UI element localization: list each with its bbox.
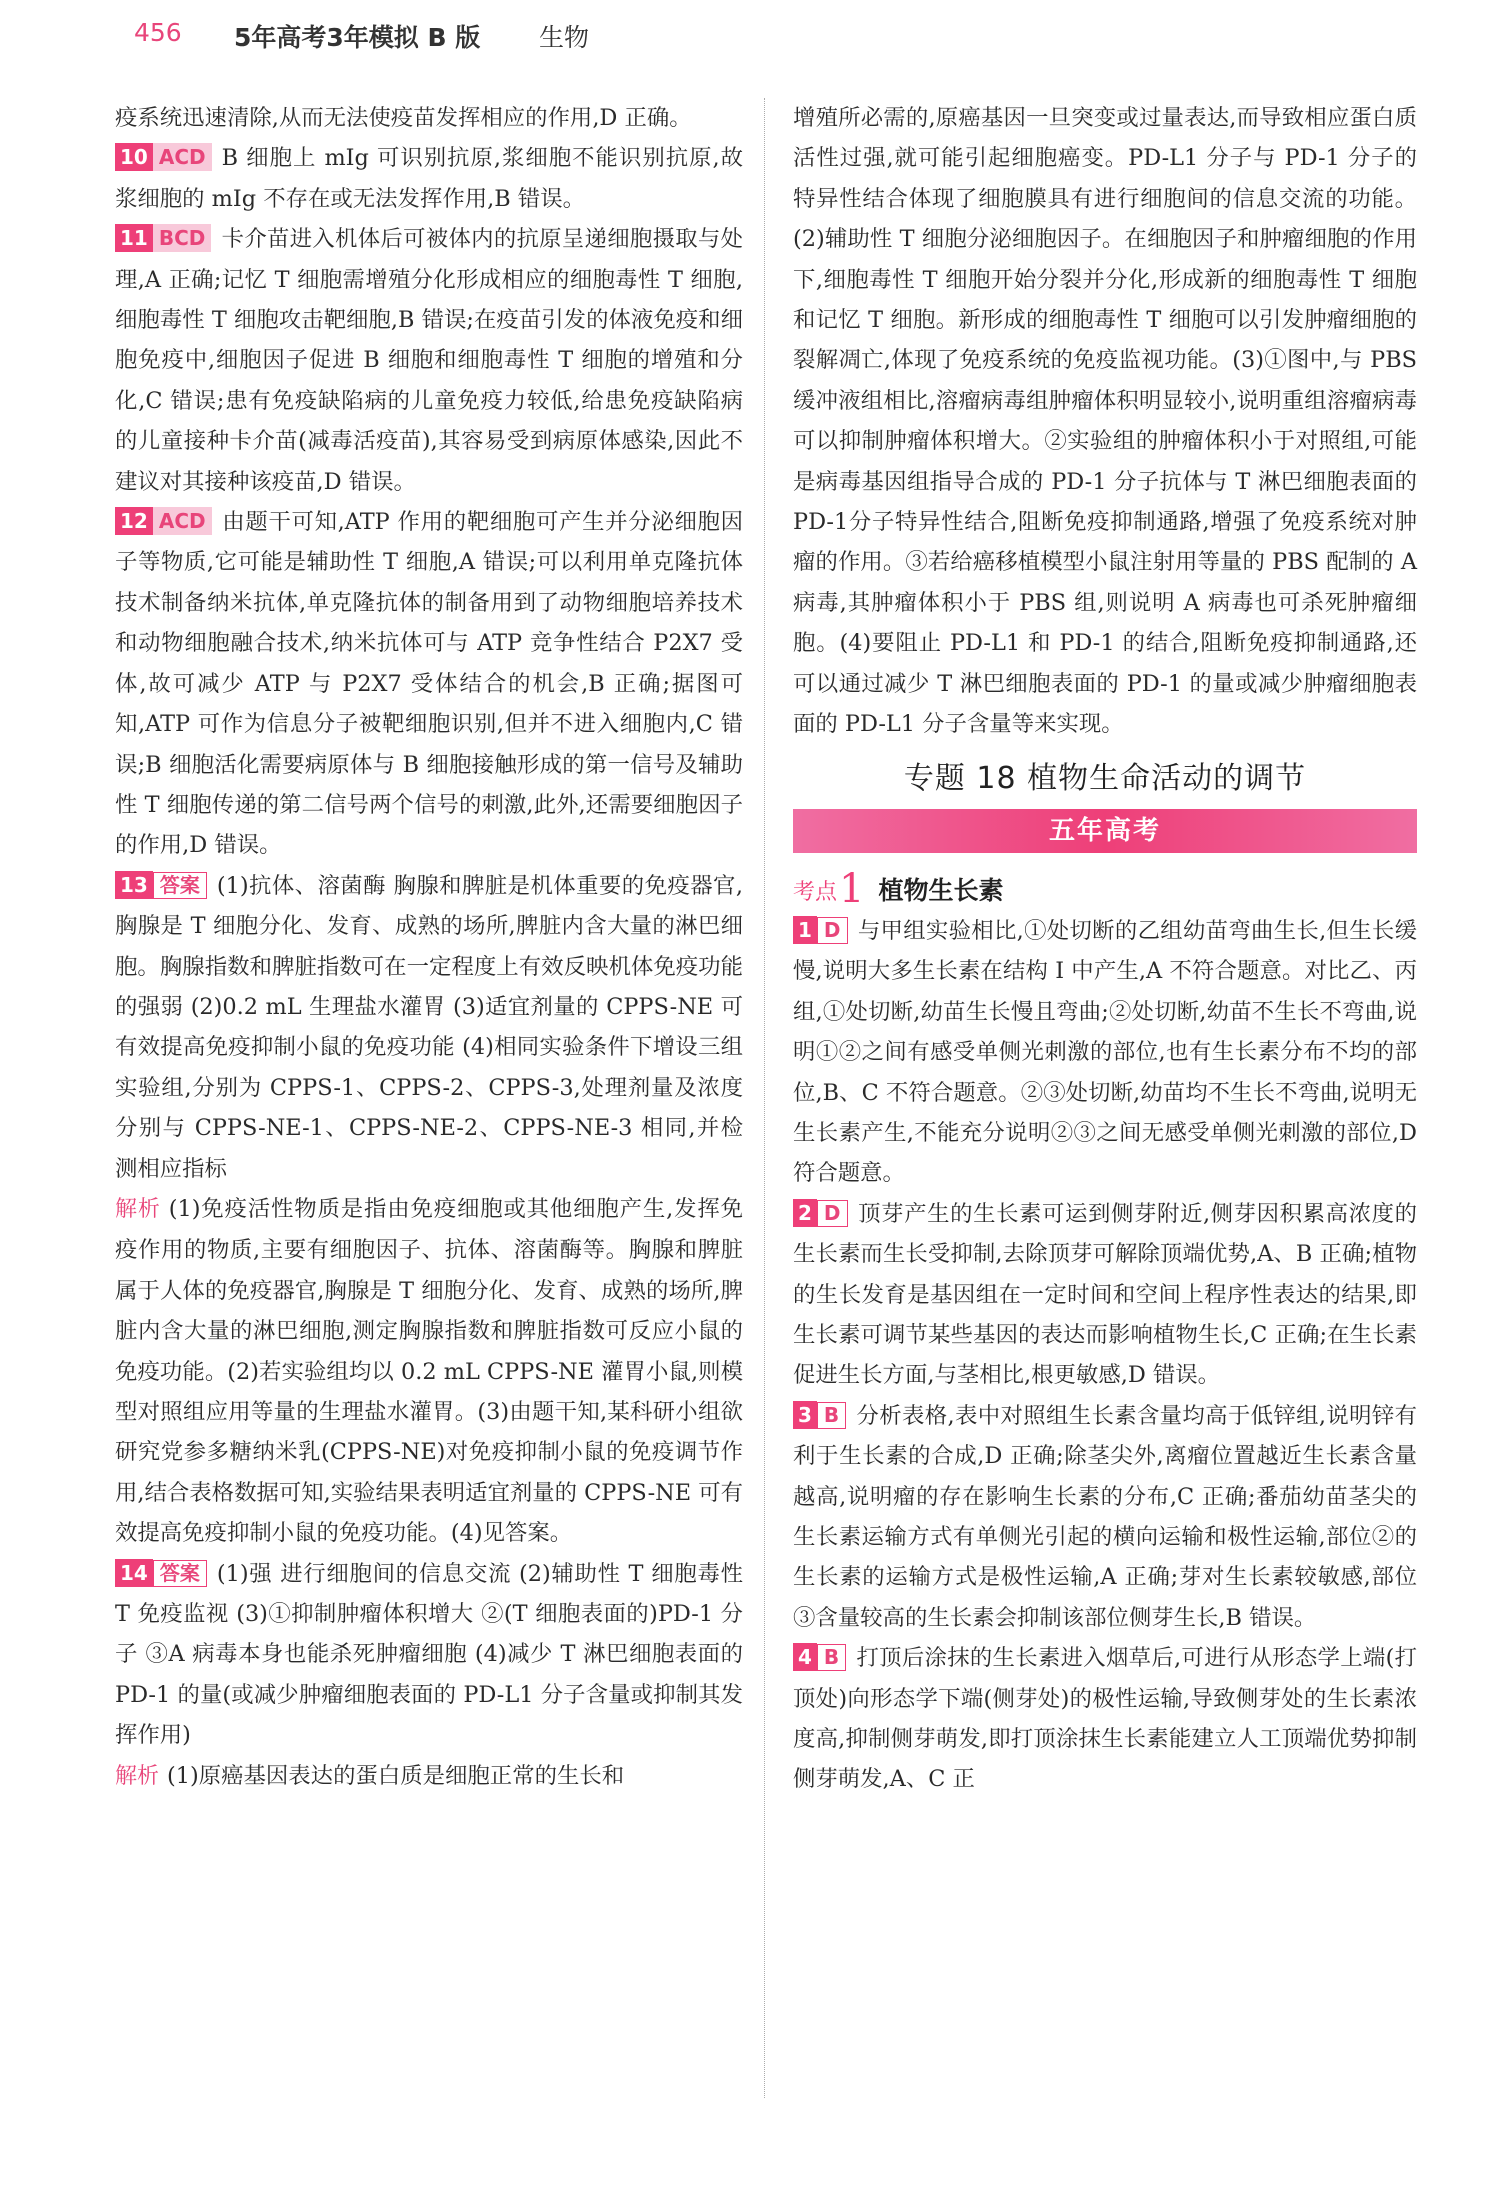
answer-key: D bbox=[817, 1200, 848, 1227]
page-header bbox=[0, 0, 1510, 80]
kaodian-label: 考点 bbox=[793, 879, 838, 905]
question-number: 10 bbox=[115, 143, 153, 171]
question-number: 1 bbox=[793, 916, 817, 944]
answer-item-4 bbox=[793, 1638, 1417, 1800]
answer-label: 答案 bbox=[153, 1560, 207, 1587]
column-divider bbox=[764, 98, 765, 2098]
answer-label: 答案 bbox=[153, 872, 207, 899]
analysis-label: 解析 bbox=[115, 1763, 160, 1789]
kaodian-title: 植物生长素 bbox=[878, 875, 1004, 905]
answer-tag bbox=[115, 143, 212, 171]
question-number: 4 bbox=[793, 1643, 817, 1671]
left-column bbox=[115, 98, 743, 1797]
answer-item-3 bbox=[793, 1396, 1417, 1638]
subject-label: 生物 bbox=[539, 23, 590, 52]
answer-tag bbox=[115, 1559, 207, 1587]
answer-item-13 bbox=[115, 866, 743, 1189]
answer-item-10 bbox=[115, 138, 743, 219]
question-number: 11 bbox=[115, 224, 153, 252]
answer-key: B bbox=[817, 1644, 846, 1671]
kaodian-number: 1 bbox=[839, 865, 865, 912]
answer-text: (1)抗体、溶菌酶 胸腺和脾脏是机体重要的免疫器官,胸腺是 T 细胞分化、发育、成熟的场所,脾脏内含大量的淋巴细胞。胸腺指数和脾脏指数可在一定程度上有效反映机体免疫功能的强弱 (2)0.2 mL 生理盐水灌胃 (3)适宜剂量的 CPPS-NE 可有效提高免疫抑制小鼠的免疫功能 (4)相同实验条件下增设三组实验组,分别为 CPPS-1、CPPS-2、CPPS-3,处理剂量及浓度分别与 CPPS-NE-1、CPPS-NE-2、CPPS-NE-3 相同,并检测相应指标 bbox=[115, 872, 743, 1182]
answer-key: B bbox=[817, 1402, 846, 1429]
question-number: 13 bbox=[115, 871, 153, 899]
question-number: 14 bbox=[115, 1559, 153, 1587]
answer-key: BCD bbox=[153, 224, 212, 252]
explanation-text: B 细胞上 mIg 可识别抗原,浆细胞不能识别抗原,故浆细胞的 mIg 不存在或无法发挥作用,B 错误。 bbox=[115, 145, 743, 212]
explanation-text: 卡介苗进入机体后可被体内的抗原呈递细胞摄取与处理,A 正确;记忆 T 细胞需增殖分化形成相应的细胞毒性 T 细胞,细胞毒性 T 细胞攻击靶细胞,B 错误;在疫苗引发的体液免疫和细胞免疫中,细胞因子促进 B 细胞和细胞毒性 T 细胞的增殖和分化,C 错误;患有免疫缺陷病的儿童免疫力较低,给患免疫缺陷病的儿童接种卡介苗(减毒活疫苗),其容易受到病原体感染,因此不建议对其接种该疫苗,D 错误。 bbox=[115, 226, 743, 495]
paragraph: 疫系统迅速清除,从而无法使疫苗发挥相应的作用,D 正确。 bbox=[115, 105, 692, 131]
answer-item-14 bbox=[115, 1554, 743, 1756]
answer-key: ACD bbox=[153, 143, 212, 171]
answer-key: ACD bbox=[153, 507, 212, 535]
answer-tag bbox=[793, 916, 848, 944]
answer-item-11 bbox=[115, 219, 743, 502]
answer-tag bbox=[115, 871, 207, 899]
analysis-13 bbox=[115, 1189, 743, 1554]
topic-title: 专题 18 植物生命活动的调节 bbox=[903, 760, 1307, 796]
answer-item-1 bbox=[793, 911, 1417, 1194]
analysis-label: 解析 bbox=[115, 1196, 161, 1222]
question-number: 3 bbox=[793, 1401, 817, 1429]
section-banner: 五年高考 bbox=[793, 809, 1417, 853]
answer-key: D bbox=[817, 917, 848, 944]
answer-tag bbox=[115, 224, 211, 252]
right-column bbox=[793, 98, 1417, 1800]
answer-item-12 bbox=[115, 502, 743, 866]
answer-tag bbox=[793, 1643, 846, 1671]
page-number: 456 bbox=[134, 18, 182, 47]
explanation-text: 与甲组实验相比,①处切断的乙组幼苗弯曲生长,但生长缓慢,说明大多生长素在结构 I 中产生,A 不符合题意。对比乙、丙组,①处切断,幼苗生长慢且弯曲;②处切断,幼苗不生长不弯曲,说明①②之间有感受单侧光刺激的部位,也有生长素分布不均的部位,B、C 不符合题意。②③处切断,幼苗均不生长不弯曲,说明无生长素产生,不能充分说明②③之间无感受单侧光刺激的部位,D 符合题意。 bbox=[793, 917, 1417, 1187]
explanation-text: 顶芽产生的生长素可运到侧芽附近,侧芽因积累高浓度的生长素而生长受抑制,去除顶芽可解除顶端优势,A、B 正确;植物的生长发育是基因组在一定时间和空间上程序性表达的结果,即生长素可调节某些基因的表达而影响植物生长,C 正确;在生长素促进生长方面,与茎相比,根更敏感,D 错误。 bbox=[793, 1200, 1417, 1389]
answer-tag bbox=[793, 1199, 848, 1227]
analysis-text: (1)原癌基因表达的蛋白质是细胞正常的生长和 bbox=[167, 1762, 625, 1789]
answer-tag bbox=[115, 507, 212, 535]
answer-text: (1)强 进行细胞间的信息交流 (2)辅助性 T 细胞毒性 T 免疫监视 (3)①抑制肿瘤体积增大 ②(T 细胞表面的)PD-1 分子 ③A 病毒本身也能杀死肿瘤细胞 (4)减少 T 淋巴细胞表面的 PD-1 的量(或减少肿瘤细胞表面的 PD-L1 分子含量或抑制其发挥作用) bbox=[115, 1560, 743, 1749]
explanation-text: 由题干可知,ATP 作用的靶细胞可产生并分泌细胞因子等物质,它可能是辅助性 T 细胞,A 错误;可以利用单克隆抗体技术制备纳米抗体,单克隆抗体的制备用到了动物细胞培养技术和动物细胞融合技术,纳米抗体可与 ATP 竞争性结合 P2X7 受体,故可减少 ATP 与 P2X7 受体结合的机会,B 正确;据图可知,ATP 可作为信息分子被靶细胞识别,但并不进入细胞内,C 错误;B 细胞活化需要病原体与 B 细胞接触形成的第一信号及辅助性 T 细胞传递的第二信号两个信号的刺激,此外,还需要细胞因子的作用,D 错误。 bbox=[115, 509, 743, 859]
analysis-text: (1)免疫活性物质是指由免疫细胞或其他细胞产生,发挥免疫作用的物质,主要有细胞因子、抗体、溶菌酶等。胸腺和脾脏属于人体的免疫器官,胸腺是 T 细胞分化、发育、成熟的场所,脾脏内含大量的淋巴细胞,测定胸腺指数和脾脏指数可反应小鼠的免疫功能。(2)若实验组均以 0.2 mL CPPS-NE 灌胃小鼠,则模型对照组应用等量的生理盐水灌胃。(3)由题干知,某科研小组欲研究党参多糖纳米乳(CPPS-NE)对免疫抑制小鼠的免疫调节作用,结合表格数据可知,实验结果表明适宜剂量的 CPPS-NE 可有效提高免疫抑制小鼠的免疫功能。(4)见答案。 bbox=[115, 1195, 743, 1547]
explanation-text: 打顶后涂抹的生长素进入烟草后,可进行从形态学上端(打顶处)向形态学下端(侧芽处)的极性运输,导致侧芽处的生长素浓度高,抑制侧芽萌发,即打顶涂抹生长素能建立人工顶端优势抑制侧芽萌发,A、C 正 bbox=[793, 1645, 1417, 1793]
question-number: 12 bbox=[115, 507, 153, 535]
kaodian-heading bbox=[793, 861, 1417, 911]
analysis-14 bbox=[115, 1756, 743, 1797]
question-number: 2 bbox=[793, 1199, 817, 1227]
paragraph: 增殖所必需的,原癌基因一旦突变或过量表达,而导致相应蛋白质活性过强,就可能引起细胞癌变。PD-L1 分子与 PD-1 分子的特异性结合体现了细胞膜具有进行细胞间的信息交流的功能。(2)辅助性 T 细胞分泌细胞因子。在细胞因子和肿瘤细胞的作用下,细胞毒性 T 细胞开始分裂并分化,形成新的细胞毒性 T 细胞和记忆 T 细胞。新形成的细胞毒性 T 细胞可以引发肿瘤细胞的裂解凋亡,体现了免疫系统的免疫监视功能。(3)①图中,与 PBS 缓冲液组相比,溶瘤病毒组肿瘤体积明显较小,说明重组溶瘤病毒可以抑制肿瘤体积增大。②实验组的肿瘤体积小于对照组,可能是病毒基因组指导合成的 PD-1 分子抗体与 T 淋巴细胞表面的 PD-1分子特异性结合,阻断免疫抑制通路,增强了免疫系统对肿瘤的作用。③若给癌移植模型小鼠注射用等量的 PBS 配制的 A 病毒,其肿瘤体积小于 PBS 组,则说明 A 病毒也可杀死肿瘤细胞。(4)要阻止 PD-L1 和 PD-1 的结合,阻断免疫抑制通路,还可以通过减少 T 淋巴细胞表面的 PD-1 的量或减少肿瘤细胞表面的 PD-L1 分子含量等来实现。 bbox=[793, 105, 1417, 738]
answer-tag bbox=[793, 1401, 846, 1429]
answer-item-2 bbox=[793, 1194, 1417, 1396]
explanation-text: 分析表格,表中对照组生长素含量均高于低锌组,说明锌有利于生长素的合成,D 正确;除茎尖外,离瘤位置越近生长素含量越高,说明瘤的存在影响生长素的分布,C 正确;番茄幼苗茎尖的生长素运输方式有单侧光引起的横向运输和极性运输,部位②的生长素的运输方式是极性运输,A 正确;芽对生长素较敏感,部位③含量较高的生长素会抑制该部位侧芽生长,B 错误。 bbox=[793, 1402, 1417, 1631]
book-title: 5年高考3年模拟 B 版 bbox=[234, 23, 481, 52]
